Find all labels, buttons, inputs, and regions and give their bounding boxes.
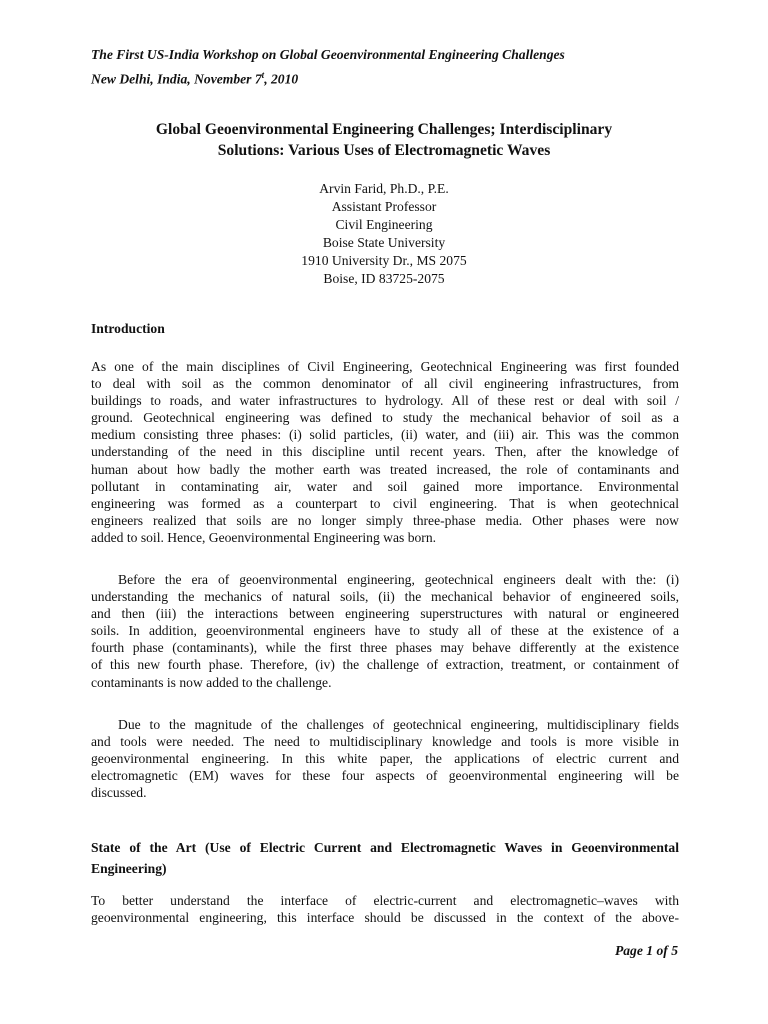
state-of-the-art-heading [91,837,679,879]
paragraph-line: soils. In addition, geoenvironmental engineers have to study all of these at the existence of a [91,623,679,639]
title-line-1: Global Geoenvironmental Engineering Challenges; Interdisciplinary [155,121,613,138]
introduction-heading: Introduction [91,321,165,336]
author-block [184,180,584,288]
paragraph-line: added to soil. Hence, Geoenvironmental Engineering was born. [91,529,437,545]
paragraph-line: understanding of the need in this discipline until recent years. Then, after the knowledge of [91,444,679,460]
author-address-line-1: 1910 University Dr., MS 2075 [301,253,467,268]
paragraph-line: Due to the magnitude of the challenges of geotechnical engineering, multidisciplinary fields [118,717,679,732]
author-department: Civil Engineering [335,217,433,232]
paragraph-line: engineering was formed as a counterpart to civil engineering. That is when geotechnical [91,495,679,511]
conference-header [91,44,565,90]
author-position: Assistant Professor [331,199,437,214]
heading-line-2: Engineering) [91,861,167,876]
paragraph-line: geoenvironmental engineering, this interface should be discussed in the context of the above- [91,910,679,926]
paragraph-line: buildings to roads, and water infrastructures to hydrology. All of these rest or deal with soil / [91,393,679,409]
intro-paragraph-2 [91,571,679,691]
paragraph-line: As one of the main disciplines of Civil Engineering, Geotechnical Engineering was first founded [91,359,679,374]
page-number: Page 1 of 5 [614,943,678,958]
title-line-2: Solutions: Various Uses of Electromagnetic Waves [217,142,551,159]
paragraph-line: understanding the mechanics of natural soils, (ii) the mechanical behavior of engineered soils, [91,589,679,605]
paragraph-line: pollutant in contaminating air, water and soil gained more importance. Environmental [91,478,679,494]
author-address-line-2: Boise, ID 83725-2075 [323,271,445,286]
paragraph-line: engineers realized that soils are no longer simply three-phase media. Other phases were now [91,512,679,528]
paragraph-line: discussed. [91,785,147,801]
author-name: Arvin Farid, Ph.D., P.E. [319,181,449,196]
paragraph-line: geoenvironmental engineering. In this white paper, the applications of electric current and [91,751,679,767]
paragraph-line: to deal with soil as the common denominator of all civil engineering infrastructures, from [91,376,679,392]
paragraph-line: electromagnetic (EM) waves for these four aspects of geoenvironmental engineering will be [91,768,679,784]
author-university: Boise State University [322,235,446,250]
paragraph-line: fourth phase (contaminants), while the first three phases may behave differently at the existence [91,640,679,656]
intro-paragraph-3 [91,716,679,801]
paragraph-line: ground. Geotechnical engineering was defined to study the mechanical behavior of soil as a [91,410,679,426]
state-paragraph-1 [91,892,679,926]
paragraph-line: human about how badly the mother earth was treated increased, the role of contaminants and [91,461,679,477]
conference-location-date: New Delhi, India, November 7$^t$, 2010 [91,70,299,87]
paragraph-line: and tools were needed. The need to multidisciplinary knowledge and tools is more visible in [91,734,679,750]
intro-paragraph-1 [91,358,679,546]
paragraph-line: contaminants is now added to the challenge. [91,674,332,690]
paragraph-line: medium consisting three phases: (i) solid particles, (ii) water, and (iii) air. This was the common [91,427,679,443]
paper-title [60,119,708,161]
paragraph-line: and then (iii) the interactions between engineering superstructures with natural or engineered [91,606,679,622]
heading-line-1: State of the Art (Use of Electric Current and Electromagnetic Waves in Geoenvironmental [91,840,679,855]
paragraph-line: of this new fourth phase. Therefore, (iv) the challenge of extraction, treatment, or containment of [91,657,679,673]
conference-name: The First US-India Workshop on Global Geoenvironmental Engineering Challenges [91,47,565,62]
paragraph-line: Before the era of geoenvironmental engineering, geotechnical engineers dealt with the: (i) [118,572,679,587]
paragraph-line: To better understand the interface of electric-current and electromagnetic–waves with [91,893,679,908]
